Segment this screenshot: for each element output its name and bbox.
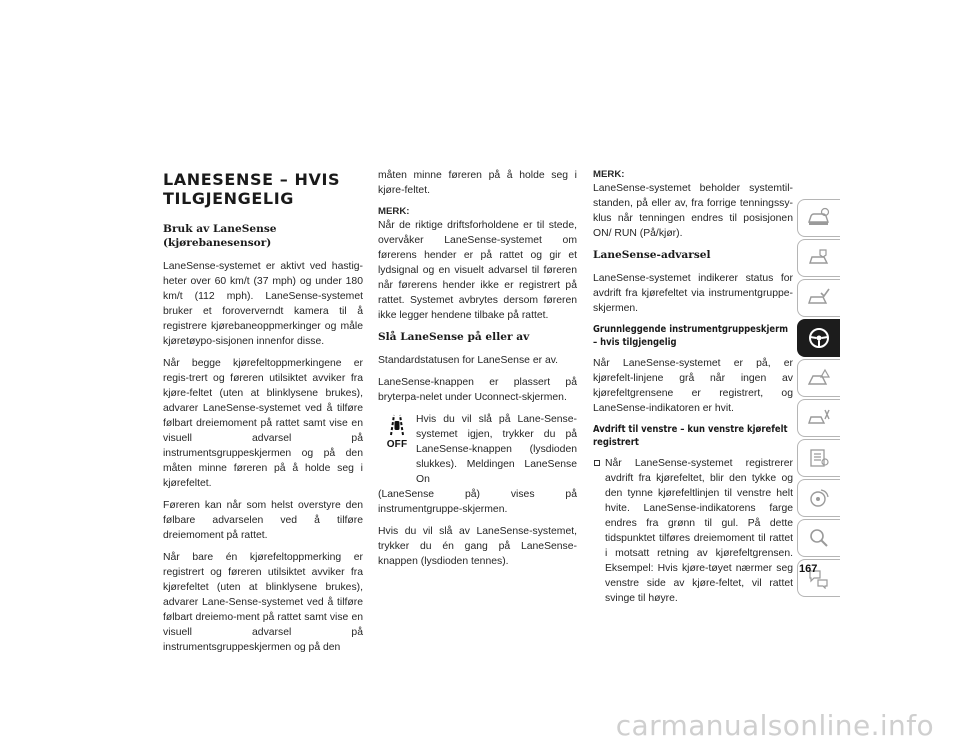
subheading-usage: Bruk av LaneSense (kjørebanesensor) [163,223,277,249]
note-text: Når de riktige driftsforholdene er til stede, overvåker LaneSense-systemet om førerens hender er på rattet og gir et lydsignal og en visuelt advarsel til føreren når førerens hender ikke er registrert på rattet. Systemet avbrytes dersom føreren ikke legger hendene tilbake på rattet. [378,220,577,321]
tab-multimedia[interactable] [797,479,840,517]
car-check-icon [806,287,832,309]
tab-specs[interactable] [797,439,840,477]
tab-car-info[interactable] [797,199,840,237]
paragraph: Når LaneSense-systemet er på, er kjørefelt-linjene grå når ingen av kjørefeltgrensene er registrert, og LaneSense-indikatoren er hvit. [593,358,793,414]
multimedia-icon [806,487,832,509]
specs-list-icon [806,447,832,469]
column-2 [378,168,577,576]
note-label: MERK: [593,169,625,180]
chapter-tabs [797,199,840,599]
bullet-item [593,456,793,606]
paragraph: LaneSense-systemet er aktivt ved hastig-heter over 60 km/t (37 mph) og under 180 km/t (112 mph). LaneSense-systemet bruker et foroververndt kamera til å registrere kjørebaneoppmerkinger og måle kjøretøypo-sisjonen innenfor disse. [163,261,363,347]
steering-wheel-icon [806,326,832,350]
tab-service[interactable] [797,399,840,437]
note-label: MERK: [378,206,410,217]
subheading-basic-cluster: Grunnleggende instrumentgruppeskjerm – hvis tilgjengelig [593,324,789,348]
note-text: LaneSense-systemet beholder systemtil-standen, på eller av, fra forrige tenningssy-klus når tenningen endres til posisjonen ON/ RUN (På/kjør). [593,183,793,239]
paragraph: (LaneSense på) vises på instrumentgruppe-skjermen. [378,489,577,515]
tab-emergency[interactable] [797,359,840,397]
paragraph: LaneSense-knappen er plassert på bryterpa-nelet under Uconnect-skjermen. [378,377,577,403]
subheading-warning: LaneSense-advarsel [593,249,711,261]
bullet-text: Når LaneSense-systemet registrerer avdrift fra kjørefeltet, blir den tykke og den tynne kjørefeltlinjen til venstre helt hvite. LaneSense-indikatorens farge endres fra grønn til gul. På dette tidspunktet tilføres dreiemoment til rattet i motsatt retning av kjørefeltgrensen. Eksempel: Hvis kjøre-tøyet nærmer seg venstre side av kjøre-feltet, vil rattet svinge til høyre. [605,458,793,604]
paragraph: måten minne føreren på å holde seg i kjøre-feltet. [378,170,577,196]
lanesense-off-icon [378,412,416,487]
paragraph: Når begge kjørefeltoppmerkingene er regis-trert og føreren utilsiktet avviker fra kjøre-feltet (uten at blinklysene brukes), advarer LaneSense-systemet ved å tilføre følbart dreiemoment på rattet samt vise en visuell advarsel på instrumentsgruppeskjermen og på den måten minne føreren på å holde seg i kjørefeltet. [163,358,363,489]
paragraph: Føreren kan når som helst overstyre den følbare advarselen ved å tilføre dreiemoment på rattet. [163,500,363,541]
paragraph: LaneSense-systemet indikerer status for avdrift fra kjørefeltet via instrumentgruppe-skjermen. [593,273,793,314]
tab-driving[interactable] [797,319,840,357]
paragraph: Når bare én kjørefeltoppmerking er registrert og føreren utilsiktet avviker fra kjørefeltet (uten at blinklysene brukes), advarer Lane-Sense-systemet ved å tilføre følbart dreiemo-ment på rattet samt vise en visuell advarsel på instrumentsgruppeskjermen og på den [163,552,363,653]
subheading-left-drift: Avdrift til venstre – kun venstre kjørefelt registrert [593,424,788,448]
car-service-icon [806,407,832,429]
subheading-toggle: Slå LaneSense på eller av [378,331,530,343]
note [593,168,793,241]
column-3 [593,168,793,613]
note [378,205,577,323]
index-search-icon [806,527,832,549]
column-1 [163,170,363,662]
paragraph: Hvis du vil slå av LaneSense-systemet, trykker du én gang på LaneSense-knappen (lysdioden tennes). [378,526,577,567]
watermark: carmanualsonline.info [615,709,934,742]
tab-safety[interactable] [797,239,840,277]
lane-departure-icon [385,414,409,436]
lanesense-button-block [378,412,577,487]
bullet-square-icon [594,460,600,466]
roadside-icon [806,367,832,389]
section-title: LANESENSE – HVIS TILGJENGELIG [163,170,341,208]
car-safety-icon [806,247,832,269]
car-info-icon [806,207,832,229]
tab-getting-started[interactable] [797,279,840,317]
page-number: 167 [799,563,818,575]
tab-index[interactable] [797,519,840,557]
off-label: OFF [386,439,408,450]
paragraph: Standardstatusen for LaneSense er av. [378,355,559,366]
paragraph: Hvis du vil slå på Lane-Sense-systemet igjen, trykker du på LaneSense-knappen (lysdioden slukkes). Meldingen LaneSense On [416,414,577,485]
